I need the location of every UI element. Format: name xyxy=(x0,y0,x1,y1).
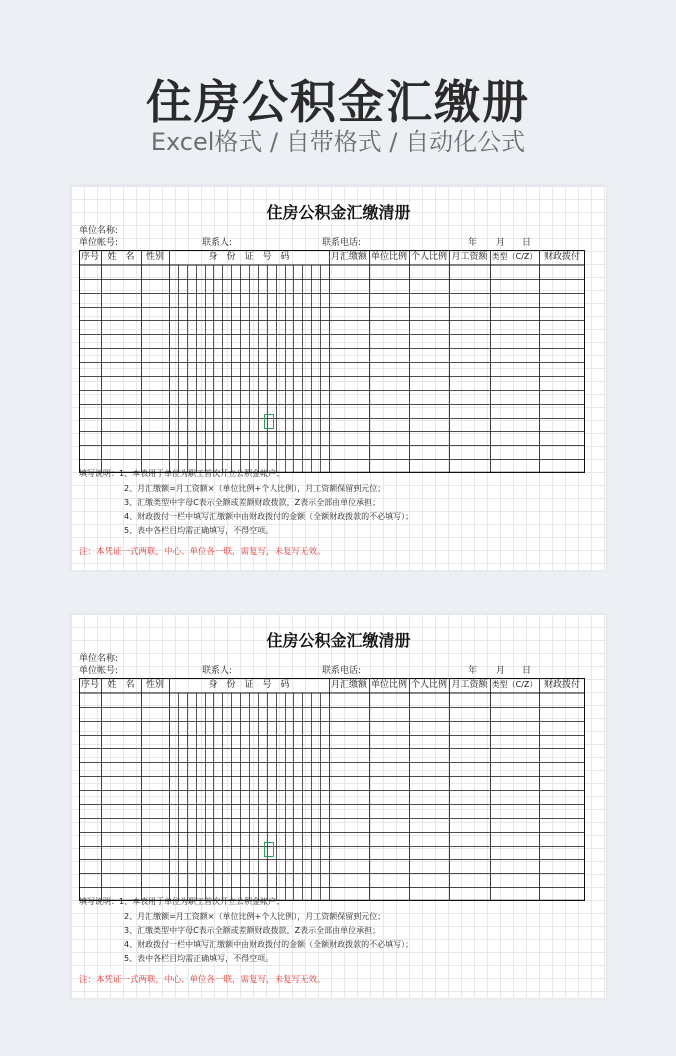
unit-account-label: 单位帐号: xyxy=(79,666,119,676)
column-header: 姓 名 xyxy=(107,252,135,262)
year-label: 年 xyxy=(468,238,478,248)
note-item: 5、表中各栏目均需正确填写，不得空项。 xyxy=(124,526,274,535)
unit-name-label: 单位名称: xyxy=(79,226,119,236)
note-item: 4、财政拨付一栏中填写汇缴额中由财政拨付的金额（全额财政拨款的不必填写）； xyxy=(124,512,414,521)
column-header: 月工资额 xyxy=(451,252,488,262)
column-header: 序号 xyxy=(80,252,99,262)
table-grid-lines xyxy=(79,250,585,473)
note-item: 1、本表用于单位为职工首次开立公积金帐户； xyxy=(119,469,285,478)
column-header: 单位比例 xyxy=(370,680,407,690)
column-header: 身 份 证 号 码 xyxy=(208,252,290,262)
form-preview xyxy=(71,614,606,998)
column-header: 月汇缴额 xyxy=(330,680,367,690)
year-label: 年 xyxy=(468,666,478,676)
column-header: 财政拨付 xyxy=(543,680,580,690)
notes-title: 填写说明： xyxy=(79,469,119,478)
phone-label: 联系电话: xyxy=(322,238,362,248)
note-item: 1、本表用于单位为职工首次开立公积金帐户； xyxy=(119,897,285,906)
unit-account-label: 单位帐号: xyxy=(79,238,119,248)
note-item: 4、财政拨付一栏中填写汇缴额中由财政拨付的金额（全额财政拨款的不必填写）； xyxy=(124,940,414,949)
column-header: 身 份 证 号 码 xyxy=(208,680,290,690)
note-item: 3、汇缴类型中字母C表示全额或差额财政拨款，Z表示全部由单位承担； xyxy=(124,926,381,935)
notes-title: 填写说明： xyxy=(79,897,119,906)
column-header: 月工资额 xyxy=(451,680,488,690)
day-label: 日 xyxy=(522,238,532,248)
form-title: 住房公积金汇缴清册 xyxy=(266,203,411,222)
contact-label: 联系人: xyxy=(202,666,233,676)
column-header: 单位比例 xyxy=(370,252,407,262)
form-preview xyxy=(71,186,606,570)
note-item: 5、表中各栏目均需正确填写，不得空项。 xyxy=(124,954,274,963)
column-header: 财政拨付 xyxy=(543,252,580,262)
warning-note: 注：本凭证一式两联，中心、单位各一联，需复写，未复写无效。 xyxy=(79,975,326,985)
column-header: 性别 xyxy=(145,252,164,262)
page-title: 住房公积金汇缴册 xyxy=(146,75,530,129)
form-table xyxy=(79,250,585,473)
column-header: 类型（C/Z） xyxy=(491,680,538,689)
contact-label: 联系人: xyxy=(202,238,233,248)
table-grid-lines xyxy=(79,678,585,901)
day-label: 日 xyxy=(522,666,532,676)
month-label: 月 xyxy=(496,666,506,676)
month-label: 月 xyxy=(496,238,506,248)
note-item: 2、月汇缴额=月工资额×（单位比例+个人比例），月工资额保留到元位； xyxy=(124,912,386,921)
phone-label: 联系电话: xyxy=(322,666,362,676)
warning-note: 注：本凭证一式两联，中心、单位各一联，需复写，未复写无效。 xyxy=(79,547,326,557)
column-header: 序号 xyxy=(80,680,99,690)
column-header: 类型（C/Z） xyxy=(491,252,538,261)
column-header: 个人比例 xyxy=(410,680,447,690)
selected-cell xyxy=(264,414,274,429)
unit-name-label: 单位名称: xyxy=(79,654,119,664)
form-table xyxy=(79,678,585,901)
selected-cell xyxy=(264,842,274,857)
form-title: 住房公积金汇缴清册 xyxy=(266,631,411,650)
column-header: 月汇缴额 xyxy=(330,252,367,262)
page-subtitle: Excel格式 / 自带格式 / 自动化公式 xyxy=(150,128,526,156)
note-item: 3、汇缴类型中字母C表示全额或差额财政拨款，Z表示全部由单位承担； xyxy=(124,498,381,507)
column-header: 个人比例 xyxy=(410,252,447,262)
column-header: 性别 xyxy=(145,680,164,690)
column-header: 姓 名 xyxy=(107,680,135,690)
note-item: 2、月汇缴额=月工资额×（单位比例+个人比例），月工资额保留到元位； xyxy=(124,484,386,493)
